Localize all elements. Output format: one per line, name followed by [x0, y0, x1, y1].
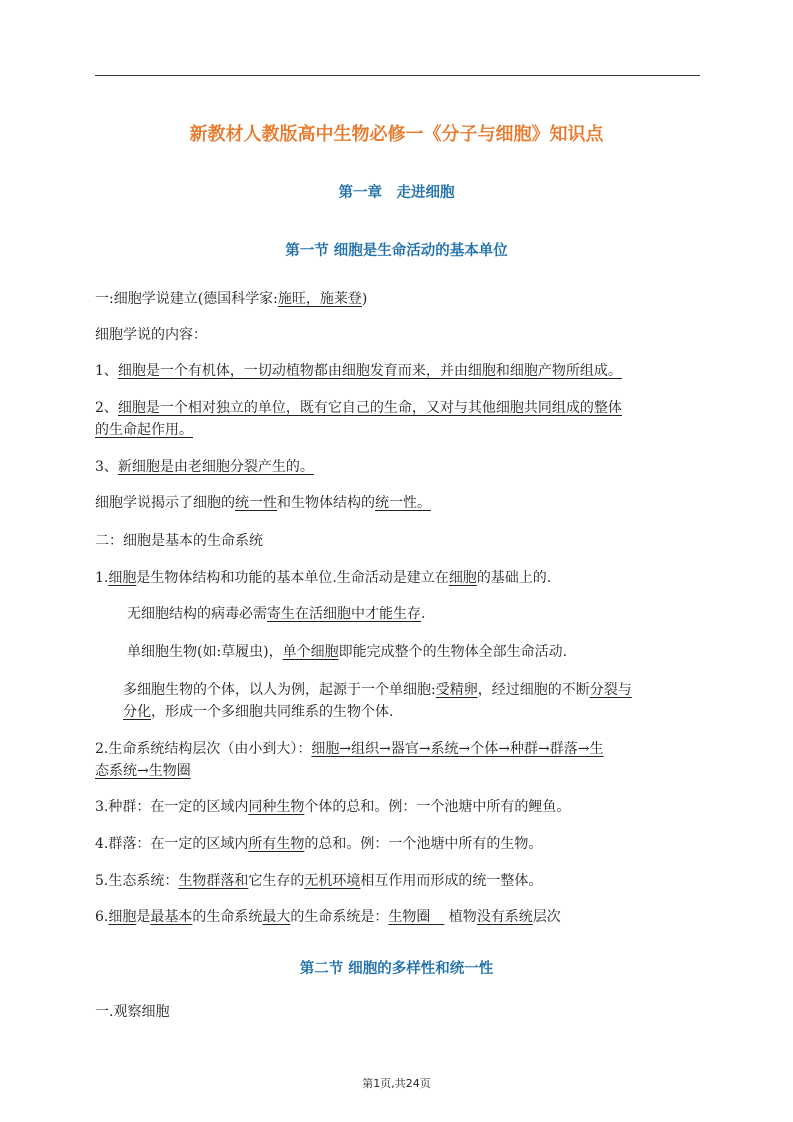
paragraph-item-6: 6.细胞是最基本的生命系统最大的生命系统是：生物圈 植物没有系统层次: [95, 909, 561, 925]
header-rule: [95, 75, 700, 76]
page-footer: 第1页,共24页: [362, 1077, 431, 1090]
paragraph-multicellular: 多细胞生物的个体，以人为例，起源于一个单细胞:受精卵，经过细胞的不断分裂与 分化，形成一个多细胞共同维系的生物个体.: [123, 682, 632, 720]
paragraph-point-2: 2、细胞是一个相对独立的单位，既有它自己的生命，又对与其他细胞共同组成的整体 的生命起作用。: [95, 400, 622, 438]
section-2-heading: 第二节 细胞的多样性和统一性: [299, 961, 494, 977]
paragraph-virus: 无细胞结构的病毒必需寄生在活细胞中才能生存.: [127, 606, 426, 622]
paragraph-point-1: 1、细胞是一个有机体，一切动植物都由细胞发育而来，并由细胞和细胞产物所组成。: [95, 363, 622, 379]
paragraph-point-3: 3、新细胞是由老细胞分裂产生的。: [95, 459, 314, 475]
paragraph-item-5-ecosystem: 5.生态系统：生物群落和它生存的无机环境相互作用而形成的统一整体。: [95, 873, 543, 889]
paragraph-cell-theory-content: 细胞学说的内容：: [95, 327, 207, 343]
document-title: 新教材人教版高中生物必修一《分子与细胞》知识点: [189, 124, 604, 145]
paragraph-item-3-population: 3.种群：在一定的区域内同种生物个体的总和。例：一个池塘中所有的鲤鱼。: [95, 799, 571, 815]
paragraph-item-4-community: 4.群落：在一定的区域内所有生物的总和。例：一个池塘中所有的生物。: [95, 836, 543, 852]
paragraph-cell-theory-founders: 一:细胞学说建立(德国科学家:施旺，施莱登): [95, 291, 368, 307]
paragraph-item-2-levels: 2.生命系统结构层次（由小到大）：细胞→组织→器官→系统→个体→种群→群落→生 态系统→生物圈: [95, 741, 604, 779]
paragraph-cell-theory-reveals: 细胞学说揭示了细胞的统一性和生物体结构的统一性。: [95, 495, 431, 511]
chapter-heading: 第一章 走进细胞: [338, 185, 455, 201]
paragraph-unicellular: 单细胞生物(如:草履虫)，单个细胞即能完成整个的生物体全部生命活动.: [127, 644, 568, 660]
paragraph-observe-cells: 一.观察细胞: [95, 1004, 170, 1020]
section-1-heading: 第一节 细胞是生命活动的基本单位: [285, 243, 508, 259]
paragraph-item-1: 1.细胞是生物体结构和功能的基本单位.生命活动是建立在细胞的基础上的.: [95, 570, 552, 586]
paragraph-basic-life-system: 二：细胞是基本的生命系统: [95, 533, 263, 549]
